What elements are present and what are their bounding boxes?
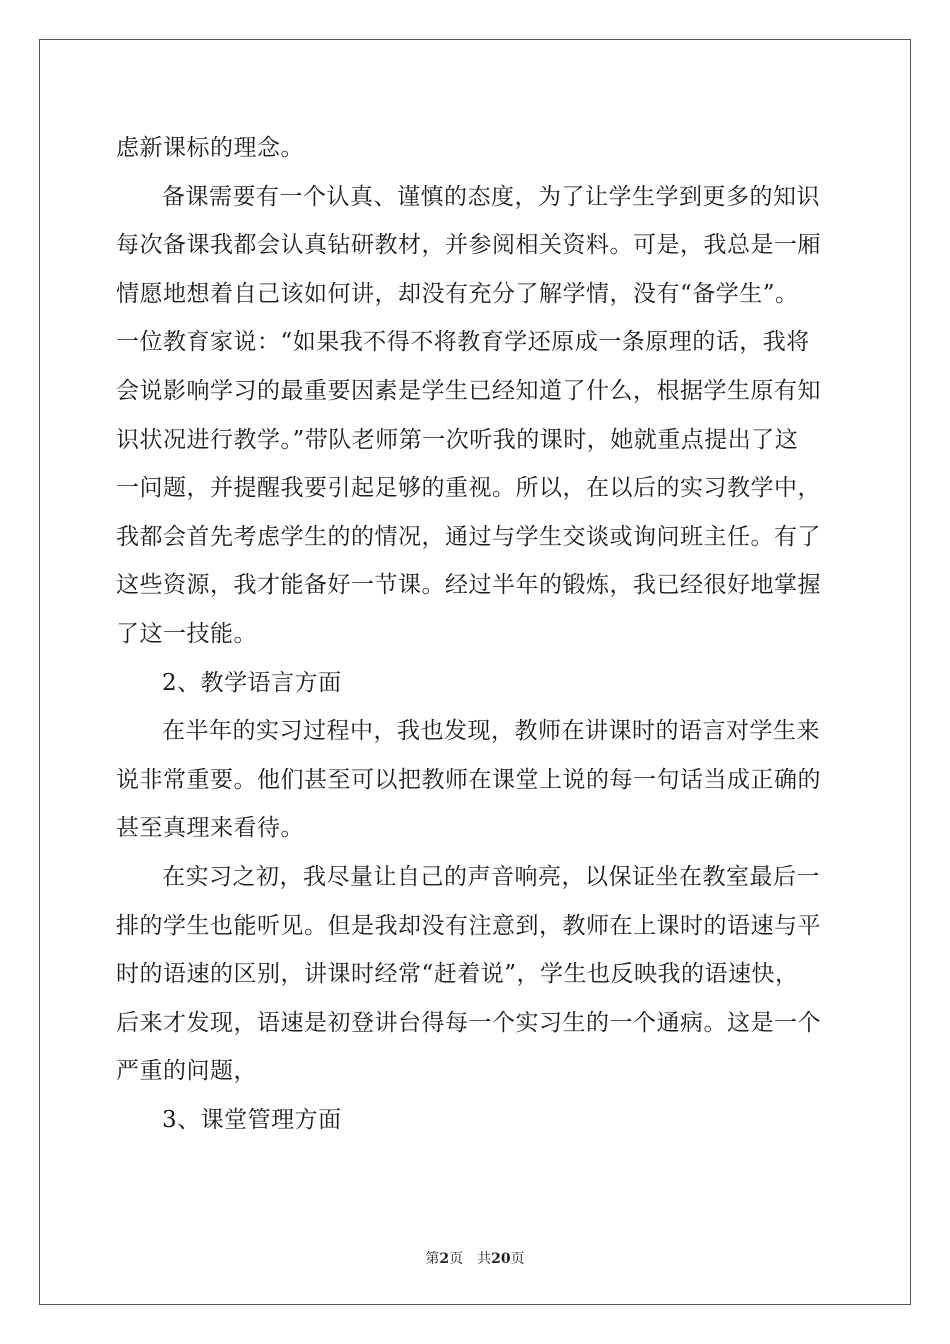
text-line: 虑新课标的理念。 bbox=[116, 135, 304, 161]
document-body bbox=[116, 124, 836, 1144]
total-prefix: 共 bbox=[477, 1251, 492, 1267]
text-line: 在半年的实习过程中，我也发现，教师在讲课时的语言对学生来 bbox=[162, 718, 820, 745]
total-suffix: 页 bbox=[510, 1251, 525, 1267]
total-pages: 20 bbox=[491, 1251, 511, 1267]
text-line: 时的语速的区别，讲课时经常“赶着说”，学生也反映我的语速快， bbox=[116, 961, 799, 988]
text-line: 识状况进行教学。”带队老师第一次听我的课时，她就重点提出了这 bbox=[116, 426, 799, 453]
section-heading: 2、教学语言方面 bbox=[162, 669, 342, 696]
page-number: 2 bbox=[439, 1251, 450, 1267]
text-line: 会说影响学习的最重要因素是学生已经知道了什么，根据学生原有知 bbox=[116, 377, 821, 404]
text-line: 一问题，并提醒我要引起足够的重视。所以，在以后的实习教学中， bbox=[116, 475, 821, 502]
text-line: 情愿地想着自己该如何讲，却没有充分了解学情，没有“备学生”。 bbox=[116, 280, 799, 307]
text-line: 每次备课我都会认真钻研教材，并参阅相关资料。可是，我总是一厢 bbox=[116, 232, 821, 259]
page-prefix: 第 bbox=[425, 1251, 440, 1267]
section-heading: 3、课堂管理方面 bbox=[162, 1106, 342, 1133]
text-line: 严重的问题， bbox=[116, 1058, 257, 1085]
text-line: 排的学生也能听见。但是我却没有注意到，教师在上课时的语速与平 bbox=[116, 912, 821, 939]
text-line: 在实习之初，我尽量让自己的声音响亮，以保证坐在教室最后一 bbox=[162, 863, 820, 890]
text-line: 备课需要有一个认真、谨慎的态度，为了让学生学到更多的知识 bbox=[162, 183, 820, 210]
page-footer bbox=[0, 1248, 950, 1268]
text-line: 甚至真理来看待。 bbox=[116, 815, 304, 842]
text-line: 了这一技能。 bbox=[116, 620, 257, 647]
text-line: 这些资源，我才能备好一节课。经过半年的锻炼，我已经很好地掌握 bbox=[116, 572, 821, 599]
text-line: 说非常重要。他们甚至可以把教师在课堂上说的每一句话当成正确的 bbox=[116, 766, 821, 793]
text-line: 后来才发现，语速是初登讲台得每一个实习生的一个通病。这是一个 bbox=[116, 1009, 821, 1036]
text-line: 我都会首先考虑学生的的情况，通过与学生交谈或询问班主任。有了 bbox=[116, 523, 821, 550]
page-suffix: 页 bbox=[449, 1251, 464, 1267]
text-line: 一位教育家说：“如果我不得不将教育学还原成一条原理的话，我将 bbox=[116, 329, 810, 356]
